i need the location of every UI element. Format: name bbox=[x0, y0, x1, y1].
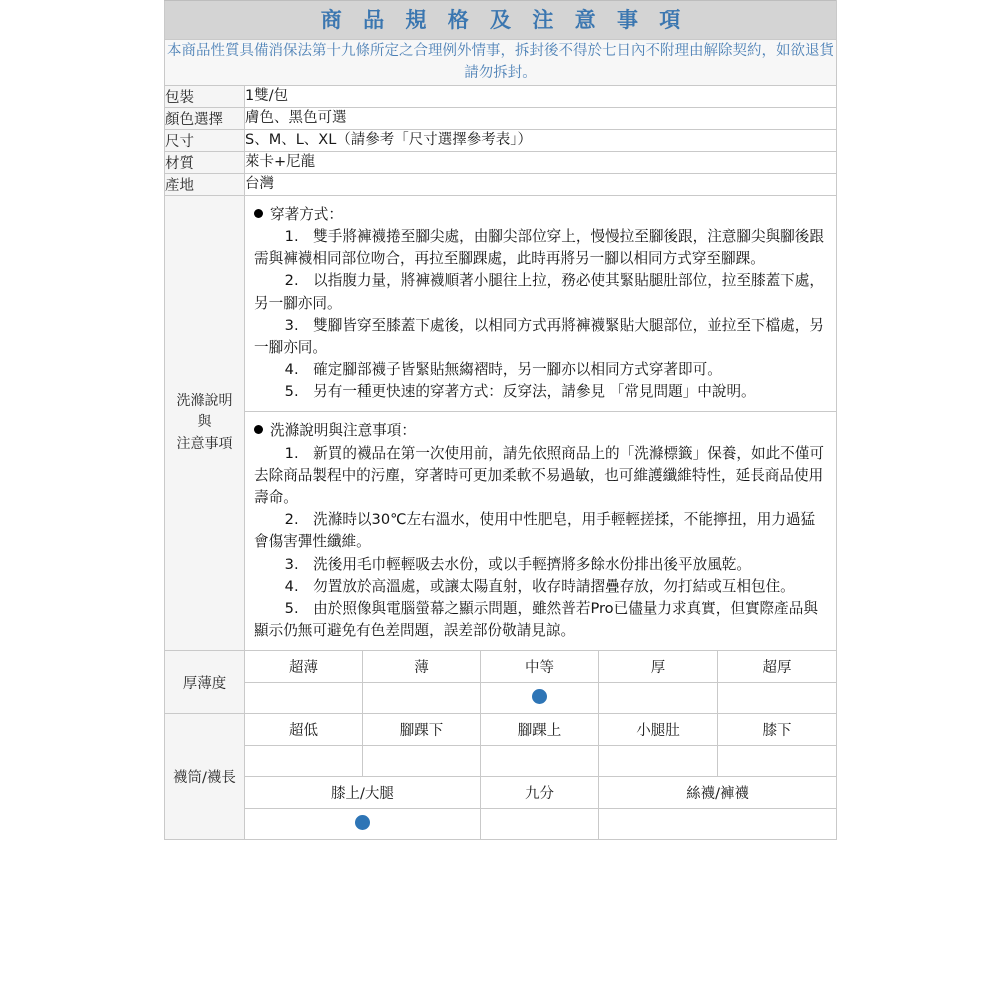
title-row bbox=[165, 1, 837, 40]
length-option-label: 腳踝下 bbox=[363, 714, 481, 746]
washing-step: 5. 由於照像與電腦螢幕之顯示問題，雖然普若Pro已儘量力求真實，但實際產品與 顯示仍無可避免有色差問題，誤差部份敬請見諒。 bbox=[254, 599, 818, 640]
thickness-marker-cell[interactable] bbox=[245, 683, 363, 714]
selected-dot-icon bbox=[532, 689, 547, 704]
wearing-instructions-block bbox=[245, 196, 836, 412]
length-option-label: 超低 bbox=[245, 714, 363, 746]
washing-step: 4. 勿置放於高溫處，或讓太陽直射，收存時請摺疊存放，勿打結或互相包住。 bbox=[284, 577, 795, 595]
thickness-header-row bbox=[165, 651, 837, 683]
thickness-label: 厚薄度 bbox=[165, 651, 245, 714]
length-option-label: 絲襪/褲襪 bbox=[599, 777, 837, 809]
spec-label-packaging: 包裝 bbox=[165, 85, 245, 107]
wearing-instructions-heading bbox=[254, 204, 827, 226]
care-row bbox=[165, 195, 837, 650]
thickness-option-label: 超厚 bbox=[718, 651, 837, 683]
washing-instructions-heading bbox=[254, 420, 827, 442]
length-option-label: 膝下 bbox=[718, 714, 837, 746]
selected-dot-icon bbox=[355, 815, 370, 830]
spec-table bbox=[164, 0, 837, 840]
spec-row-size bbox=[165, 129, 837, 151]
care-label-line2: 與 bbox=[197, 414, 212, 431]
length-marker-cell[interactable] bbox=[245, 809, 481, 840]
length-option-label: 腳踝上 bbox=[481, 714, 599, 746]
spec-label-size: 尺寸 bbox=[165, 129, 245, 151]
spec-label-material: 材質 bbox=[165, 151, 245, 173]
spec-label-color: 顏色選擇 bbox=[165, 107, 245, 129]
length-marker-row-1 bbox=[165, 746, 837, 777]
thickness-option-label: 薄 bbox=[363, 651, 481, 683]
length-option-label: 九分 bbox=[481, 777, 599, 809]
spec-row-packaging bbox=[165, 85, 837, 107]
thickness-option-label: 厚 bbox=[599, 651, 718, 683]
length-marker-cell[interactable] bbox=[599, 809, 837, 840]
spec-value-material: 萊卡+尼龍 bbox=[245, 151, 837, 173]
length-marker-row-2 bbox=[165, 809, 837, 840]
spec-row-origin bbox=[165, 173, 837, 195]
wearing-heading-text: 穿著方式： bbox=[270, 205, 343, 223]
thickness-marker-cell[interactable] bbox=[718, 683, 837, 714]
spec-label-origin: 產地 bbox=[165, 173, 245, 195]
bullet-icon bbox=[254, 209, 263, 218]
thickness-marker-cell[interactable] bbox=[481, 683, 599, 714]
care-label bbox=[165, 195, 245, 650]
care-label-line1: 洗滌說明 bbox=[176, 392, 233, 409]
length-header-row-2 bbox=[165, 777, 837, 809]
washing-step: 2. 洗滌時以30℃左右溫水，使用中性肥皂，用手輕輕搓揉，不能擰扭，用力過猛會傷害彈性纖維。 bbox=[254, 511, 816, 551]
washing-step: 1. 新買的襪品在第一次使用前，請先依照商品上的「洗滌標籤」保養，如此不僅可去除商品製程中的污塵，穿著時可更加柔軟不易過敏，也可維護纖維特性，延長商品使用壽命。 bbox=[254, 444, 824, 506]
spec-value-size: S、M、L、XL（請參考「尺寸選擇參考表」） bbox=[245, 129, 837, 151]
washing-instructions-block bbox=[245, 411, 836, 650]
page-title: 商 品 規 格 及 注 意 事 項 bbox=[320, 8, 688, 32]
length-marker-cell[interactable] bbox=[363, 746, 481, 777]
wearing-step: 2. 以指腹力量，將褲襪順著小腿往上拉，務必使其緊貼腿肚部位，拉至膝蓋下處，另一腳亦同。 bbox=[254, 272, 824, 312]
wearing-step: 1. 雙手將褲襪捲至腳尖處，由腳尖部位穿上，慢慢拉至腳後跟，注意腳尖與腳後跟需與褲襪相同部位吻合，再拉至腳踝處，此時再將另一腳以相同方式穿至腳踝。 bbox=[254, 228, 824, 268]
thickness-option-label: 超薄 bbox=[245, 651, 363, 683]
bullet-icon bbox=[254, 425, 263, 434]
notice-cell bbox=[165, 40, 837, 86]
care-body bbox=[245, 195, 837, 650]
notice-row bbox=[165, 40, 837, 86]
length-header-row-1 bbox=[165, 714, 837, 746]
care-label-line3: 注意事項 bbox=[176, 435, 233, 452]
length-marker-cell[interactable] bbox=[481, 746, 599, 777]
length-option-label: 小腿肚 bbox=[599, 714, 718, 746]
spec-sheet bbox=[164, 0, 836, 840]
spec-value-packaging: 1雙/包 bbox=[245, 85, 837, 107]
length-marker-cell[interactable] bbox=[245, 746, 363, 777]
length-marker-cell[interactable] bbox=[481, 809, 599, 840]
spec-value-origin: 台灣 bbox=[245, 173, 837, 195]
return-policy-notice: 本商品性質具備消保法第十九條所定之合理例外情事，拆封後不得於七日內不附理由解除契約，如欲退貨請勿拆封。 bbox=[167, 43, 835, 82]
washing-step: 3. 洗後用毛巾輕輕吸去水份，或以手輕擠將多餘水份排出後平放風乾。 bbox=[284, 555, 751, 573]
thickness-marker-cell[interactable] bbox=[599, 683, 718, 714]
length-marker-cell[interactable] bbox=[599, 746, 718, 777]
wearing-step: 3. 雙腳皆穿至膝蓋下處後，以相同方式再將褲襪緊貼大腿部位，並拉至下檔處，另一腳亦同。 bbox=[254, 316, 824, 356]
spec-row-color bbox=[165, 107, 837, 129]
title-cell bbox=[165, 1, 837, 40]
thickness-marker-cell[interactable] bbox=[363, 683, 481, 714]
thickness-option-label: 中等 bbox=[481, 651, 599, 683]
length-label: 襪筒/襪長 bbox=[165, 714, 245, 840]
length-option-label: 膝上/大腿 bbox=[245, 777, 481, 809]
length-marker-cell[interactable] bbox=[718, 746, 837, 777]
spec-row-material bbox=[165, 151, 837, 173]
washing-heading-text: 洗滌說明與注意事項： bbox=[270, 422, 416, 440]
spec-value-color: 膚色、黑色可選 bbox=[245, 107, 837, 129]
wearing-step: 4. 確定腳部襪子皆緊貼無縐褶時，另一腳亦以相同方式穿著即可。 bbox=[284, 361, 722, 379]
thickness-marker-row bbox=[165, 683, 837, 714]
wearing-step: 5. 另有一種更快速的穿著方式：反穿法，請參見 「常見問題」中說明。 bbox=[284, 383, 756, 401]
